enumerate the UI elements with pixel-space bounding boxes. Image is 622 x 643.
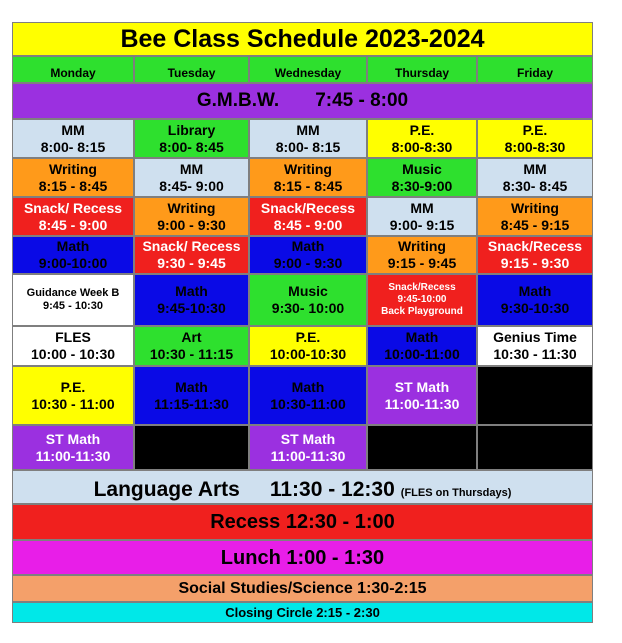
activity-name: ST Math xyxy=(394,378,450,395)
schedule-cell xyxy=(249,119,367,158)
activity-detail: 9:00 - 9:30 xyxy=(273,255,343,271)
activity-name: Guidance Week B xyxy=(26,286,120,299)
activity-detail: 10:30 - 11:00 xyxy=(31,395,115,412)
weekday-header-monday xyxy=(12,56,134,83)
schedule-cell xyxy=(367,119,477,158)
activity-detail: 10:30 - 11:15 xyxy=(149,346,234,362)
schedule-cell xyxy=(249,197,367,236)
activity-name: FLES xyxy=(55,329,91,346)
activity-detail: 11:00-11:30 xyxy=(384,395,460,412)
activity-name: Math xyxy=(175,378,208,395)
activity-detail: 9:00- 9:15 xyxy=(389,216,455,233)
schedule-cell xyxy=(249,326,367,366)
activity-name: ST Math xyxy=(280,430,336,447)
recess-label: Recess 12:30 - 1:00 xyxy=(210,511,395,533)
activity-detail: 8:45 - 9:15 xyxy=(500,216,570,233)
activity-name: Music xyxy=(288,283,328,300)
weekday-header-thursday xyxy=(367,56,477,83)
social-studies-label: Social Studies/Science 1:30-2:15 xyxy=(178,579,427,597)
schedule-cell xyxy=(477,119,593,158)
activity-detail: 8:00- 8:15 xyxy=(275,138,341,155)
activity-name: Snack/Recess xyxy=(260,199,356,216)
schedule-cell xyxy=(12,366,134,425)
gmbw-time: 7:45 - 8:00 xyxy=(315,89,409,111)
activity-detail: 8:00- 8:15 xyxy=(40,138,106,155)
schedule-cell xyxy=(12,274,134,326)
social-studies-row xyxy=(12,575,593,602)
activity-name: Math xyxy=(518,283,552,300)
activity-name: Snack/ Recess xyxy=(23,199,123,216)
activity-detail: 9:15 - 9:30 xyxy=(500,255,570,271)
activity-detail: 11:15-11:30 xyxy=(154,395,229,412)
activity-detail: 8:30-9:00 xyxy=(391,177,453,194)
activity-name: Writing xyxy=(284,160,332,177)
activity-name: MM xyxy=(179,160,204,177)
empty-cell xyxy=(477,425,593,470)
activity-name: P.E. xyxy=(295,329,321,346)
schedule-cell xyxy=(12,158,134,197)
activity-detail: 10:00 - 10:30 xyxy=(30,346,116,362)
schedule-cell xyxy=(249,366,367,425)
activity-detail: 8:00-8:30 xyxy=(391,138,453,155)
activity-name: Math xyxy=(291,378,325,395)
language-arts-note: (FLES on Thursdays) xyxy=(400,487,512,499)
activity-detail: 9:45-10:30 xyxy=(157,300,226,316)
activity-detail: 9:30- 10:00 xyxy=(271,300,345,316)
activity-name: Music xyxy=(402,160,442,177)
activity-name: Library xyxy=(167,121,216,138)
activity-detail: 10:00-10:30 xyxy=(269,346,347,362)
schedule-cell xyxy=(249,158,367,197)
activity-name: Writing xyxy=(398,238,446,255)
activity-detail: 9:30-10:30 xyxy=(500,300,570,316)
activity-detail: 10:00-11:00 xyxy=(384,346,460,362)
weekday-label: Monday xyxy=(50,65,96,80)
language-arts-row xyxy=(12,470,593,504)
activity-name: MM xyxy=(523,160,547,177)
activity-detail: Back Playground xyxy=(381,306,463,317)
schedule-cell xyxy=(367,326,477,366)
activity-name: Math xyxy=(291,238,325,255)
schedule-cell xyxy=(249,236,367,274)
activity-detail: 9:00-10:00 xyxy=(38,255,108,271)
activity-detail: 9:00 - 9:30 xyxy=(157,216,226,233)
schedule-cell xyxy=(134,158,249,197)
schedule-cell xyxy=(477,326,593,366)
recess-row xyxy=(12,504,593,540)
schedule-cell xyxy=(477,274,593,326)
schedule-cell xyxy=(134,366,249,425)
schedule-cell xyxy=(367,366,477,425)
activity-detail: 8:30- 8:45 xyxy=(502,177,568,194)
schedule-cell xyxy=(134,197,249,236)
language-arts-label: Language Arts xyxy=(93,478,240,501)
activity-name: Snack/Recess xyxy=(487,238,583,255)
closing-circle-label: Closing Circle 2:15 - 2:30 xyxy=(225,604,380,620)
activity-detail: 8:45 - 9:00 xyxy=(273,216,343,233)
weekday-header-tuesday xyxy=(134,56,249,83)
weekday-label: Tuesday xyxy=(167,65,216,80)
schedule-cell xyxy=(134,326,249,366)
activity-detail: 8:45 - 9:00 xyxy=(38,216,108,233)
schedule-cell xyxy=(12,326,134,366)
activity-detail: 9:45-10:00 xyxy=(397,294,447,305)
schedule-cell xyxy=(12,197,134,236)
activity-detail: 9:15 - 9:45 xyxy=(387,255,457,271)
activity-detail: 9:30 - 9:45 xyxy=(157,255,226,271)
lunch-label: Lunch 1:00 - 1:30 xyxy=(220,546,385,569)
closing-circle-row xyxy=(12,602,593,623)
empty-cell xyxy=(134,425,249,470)
gmbw-label: G.M.B.W. xyxy=(196,89,280,111)
schedule-cell xyxy=(12,425,134,470)
activity-detail: 8:15 - 8:45 xyxy=(38,177,108,194)
activity-name: P.E. xyxy=(60,378,86,395)
schedule-cell xyxy=(477,197,593,236)
schedule-table xyxy=(12,22,593,623)
schedule-cell xyxy=(477,158,593,197)
weekday-label: Friday xyxy=(516,65,553,80)
schedule-cell xyxy=(367,197,477,236)
activity-name: Math xyxy=(175,283,208,300)
schedule-title-text: Bee Class Schedule 2023-2024 xyxy=(120,25,485,53)
schedule-cell xyxy=(12,236,134,274)
activity-name: Math xyxy=(405,329,439,346)
empty-cell xyxy=(477,366,593,425)
schedule-cell xyxy=(134,236,249,274)
weekday-header-wednesday xyxy=(249,56,367,83)
schedule-cell xyxy=(477,236,593,274)
lunch-row xyxy=(12,540,593,575)
activity-name: Art xyxy=(181,329,202,346)
weekday-label: Wednesday xyxy=(274,65,342,80)
gmbw-row xyxy=(12,83,593,119)
activity-name: Snack/Recess xyxy=(388,282,456,293)
activity-name: ST Math xyxy=(45,430,101,447)
schedule-cell xyxy=(134,274,249,326)
activity-name: Snack/ Recess xyxy=(142,238,241,255)
weekday-header-friday xyxy=(477,56,593,83)
activity-detail: 9:45 - 10:30 xyxy=(43,300,103,312)
activity-detail: 8:00-8:30 xyxy=(504,138,566,155)
schedule-cell xyxy=(367,274,477,326)
activity-name: MM xyxy=(410,199,434,216)
activity-name: P.E. xyxy=(522,121,548,138)
activity-name: Writing xyxy=(167,199,216,216)
activity-detail: 8:15 - 8:45 xyxy=(273,177,343,194)
activity-name: Writing xyxy=(49,160,97,177)
activity-name: MM xyxy=(61,121,85,138)
weekday-label: Thursday xyxy=(394,65,449,80)
activity-name: Genius Time xyxy=(493,329,577,346)
schedule-cell xyxy=(367,236,477,274)
activity-detail: 10:30-11:00 xyxy=(270,395,346,412)
activity-detail: 11:00-11:30 xyxy=(35,447,111,464)
schedule-title xyxy=(12,22,593,56)
activity-name: P.E. xyxy=(409,121,435,138)
empty-cell xyxy=(367,425,477,470)
schedule-cell xyxy=(12,119,134,158)
schedule-cell xyxy=(367,158,477,197)
schedule-cell xyxy=(249,425,367,470)
activity-name: MM xyxy=(296,121,320,138)
activity-detail: 11:00-11:30 xyxy=(270,447,346,464)
activity-name: Writing xyxy=(511,199,559,216)
schedule-cell xyxy=(134,119,249,158)
language-arts-time: 11:30 - 12:30 xyxy=(269,478,395,501)
activity-name: Math xyxy=(56,238,90,255)
activity-detail: 10:30 - 11:30 xyxy=(493,346,577,362)
activity-detail: 8:45- 9:00 xyxy=(159,177,224,194)
schedule-cell xyxy=(249,274,367,326)
activity-detail: 8:00- 8:45 xyxy=(159,138,224,155)
